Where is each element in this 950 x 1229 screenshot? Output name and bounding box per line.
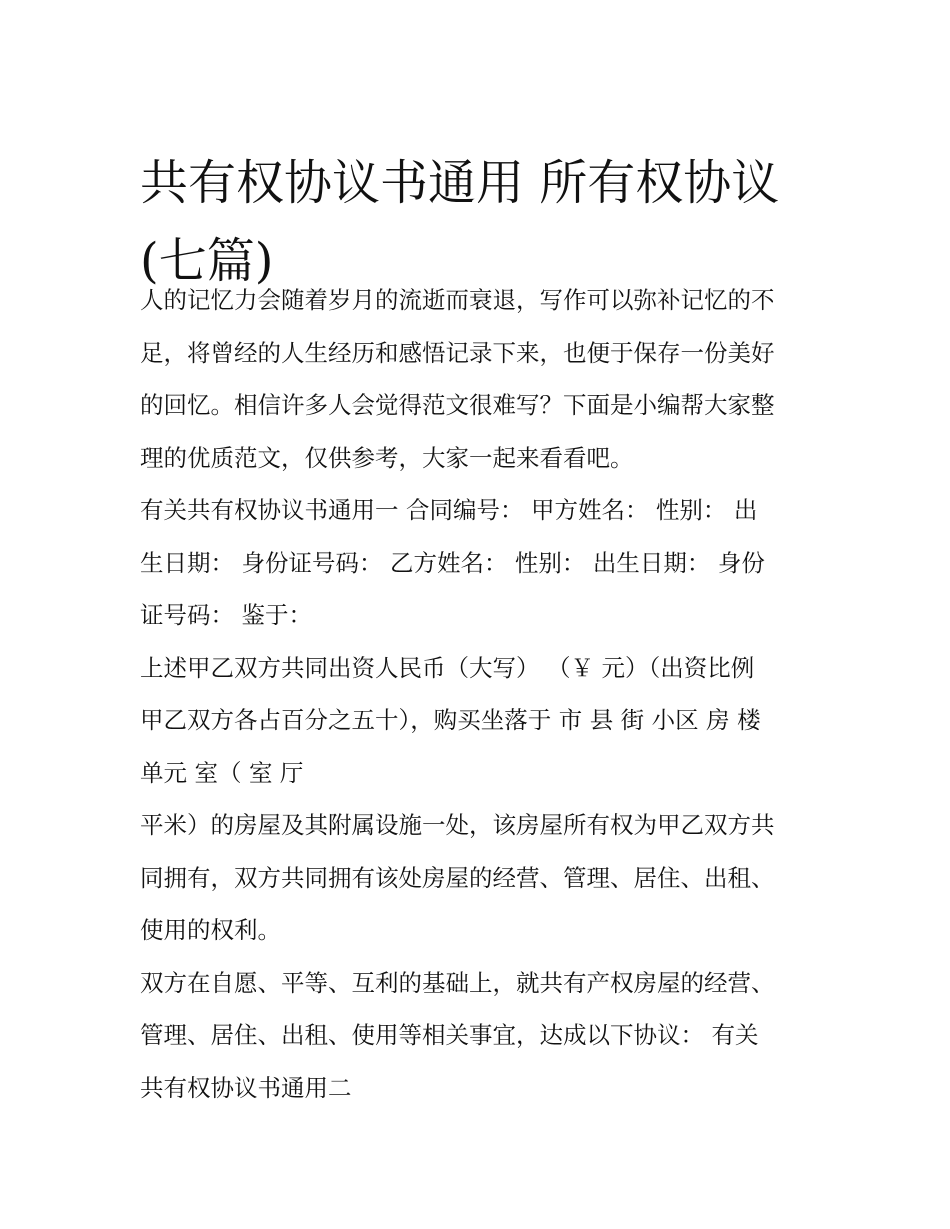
body-line: 证号码： 鉴于： bbox=[140, 601, 312, 629]
body-line: 理的优质范文，仅供参考，大家一起来看看吧。 bbox=[140, 443, 634, 472]
body-line: 足，将曾经的人生经历和感悟记录下来，也便于保存一份美好 bbox=[140, 338, 775, 367]
body-line: 人的记忆力会随着岁月的流逝而衰退，写作可以弥补记忆的不 bbox=[140, 286, 775, 314]
body-line: 使用的权利。 bbox=[140, 916, 281, 944]
body-line: 有关共有权协议书通用一 合同编号： 甲方姓名： 性别： 出 bbox=[140, 496, 758, 524]
body-line: 共有权协议书通用二 bbox=[140, 1073, 352, 1102]
body-line: 生日期： 身份证号码： 乙方姓名： 性别： 出生日期： 身份 bbox=[140, 548, 765, 577]
document-body bbox=[140, 274, 830, 1114]
body-line: 甲乙双方各占百分之五十），购买坐落于 市 县 街 小区 房 楼 bbox=[140, 706, 761, 734]
body-line: 同拥有，双方共同拥有该处房屋的经营、管理、居住、出租、 bbox=[140, 863, 775, 892]
body-line: 单元 室（ 室 厅 bbox=[140, 758, 304, 787]
title-line: (七篇) bbox=[140, 233, 274, 290]
body-line: 平米）的房屋及其附属设施一处，该房屋所有权为甲乙双方共 bbox=[140, 811, 775, 839]
body-line: 的回忆。相信许多人会觉得范文很难写？下面是小编帮大家整 bbox=[140, 391, 775, 419]
body-line: 管理、居住、出租、使用等相关事宜，达成以下协议： 有关 bbox=[140, 1021, 759, 1049]
body-line: 上述甲乙双方共同出资人民币（大写） （￥ 元）（出资比例 bbox=[140, 653, 755, 682]
title-line: 共有权协议书通用 所有权协议 bbox=[140, 155, 780, 212]
body-line: 双方在自愿、平等、互利的基础上，就共有产权房屋的经营、 bbox=[140, 968, 775, 997]
